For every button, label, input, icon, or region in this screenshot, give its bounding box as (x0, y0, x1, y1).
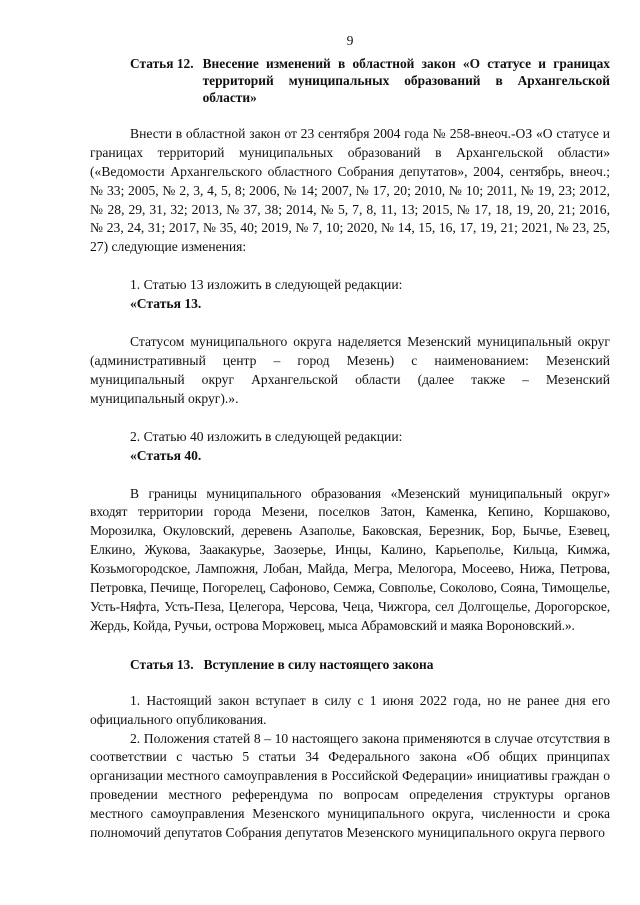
article-12-item1-text: Статусом муниципального округа наделяется Мезенский муниципальный округ (административный центр – город Мезень) с наименованием: Мезенский муниципальный округ Архангельской области (далее также – Мезенский муниципальный округ).». (90, 334, 610, 406)
article-12-item2-heading: «Статья 40. (130, 447, 202, 463)
article-13-paragraph-2: 2. Положения статей 8 – 10 настоящего закона применяются в случае отсутствия в соответствии с частью 5 статьи 34 Федерального закона «Об общих принципах организации местного самоуправления в Российской Федерации» инициативы граждан о проведении местного референдума по вопросам определения структуры органов местного самоуправления Мезенского муниципального округа, численности и срока полномочий депутатов Собрания депутатов Мезенского муниципального округа первого (90, 730, 610, 841)
article-12-heading (90, 55, 610, 106)
article-13-label: Статья 13. (130, 656, 194, 672)
article-13-heading (90, 656, 610, 673)
article-12-label: Статья 12. (130, 55, 194, 71)
article-13-title: Вступление в силу настоящего закона (203, 656, 434, 672)
article-12-intro: Внести в областной закон от 23 сентября 2004 года № 258-внеоч.-ОЗ «О статусе и границах территорий муниципальных образований в Архангельской области» («Ведомости Архангельского областного Собрания депутатов», 2004, сентябрь, внеоч.; № 33; 2005, № 2, 3, 4, 5, 8; 2006, № 14; 2007, № 17, 20; 2010, № 10; 2011, № 19, 23; 2012, № 28, 29, 31, 32; 2013, № 37, 38; 2014, № 5, 7, 8, 11, 13; 2015, № 17, 18, 19, 20, 21; 2016, № 23, 24, 31; 2017, № 35, 40; 2019, № 7, 10; 2020, № 14, 15, 16, 17, 19, 21; 2021, № 23, 25, 27) следующие изменения: (90, 125, 610, 255)
article-12-item1-intro: 1. Статью 13 изложить в следующей редакции: (130, 277, 403, 293)
document-page (90, 32, 610, 843)
article-12-item2-text: В границы муниципального образования «Мезенский муниципальный округ» входят территории города Мезени, поселков Затон, Каменка, Кепино, Коршаково, Морозилка, Окуловский, деревень Азаполье, Баковская, Березник, Бор, Бычье, Езевец, Елкино, Жукова, Заакакурье, Заозерье, Инцы, Калино, Карьеполье, Кильца, Кимжа, Козьмогородское, Лампожня, Лобан, Майда, Мегра, Мелогора, Мосеево, Нижа, Петрова, Петровка, Печище, Погорелец, Сафоново, Семжа, Совполье, Соколово, Сояна, Тимощелье, Усть-Няфта, Усть-Пеза, Целегора, Черсова, Чеца, Чижгора, сел Долгощелье, Дорогорское, Жердь, Койда, Ручьи, острова Моржовец, мыса Абрамовский и маяка Вороновский.». (90, 485, 610, 633)
article-13-paragraph-1: 1. Настоящий закон вступает в силу с 1 июня 2022 года, но не ранее дня его официального опубликования. (90, 692, 610, 727)
article-12-item1-heading: «Статья 13. (130, 296, 202, 312)
article-12-title: Внесение изменений в областной закон «О статусе и границах территорий муниципальных образований в Архангельской области» (202, 55, 610, 105)
page-number: 9 (346, 33, 354, 48)
article-12-item2-intro: 2. Статью 40 изложить в следующей редакции: (130, 428, 403, 444)
